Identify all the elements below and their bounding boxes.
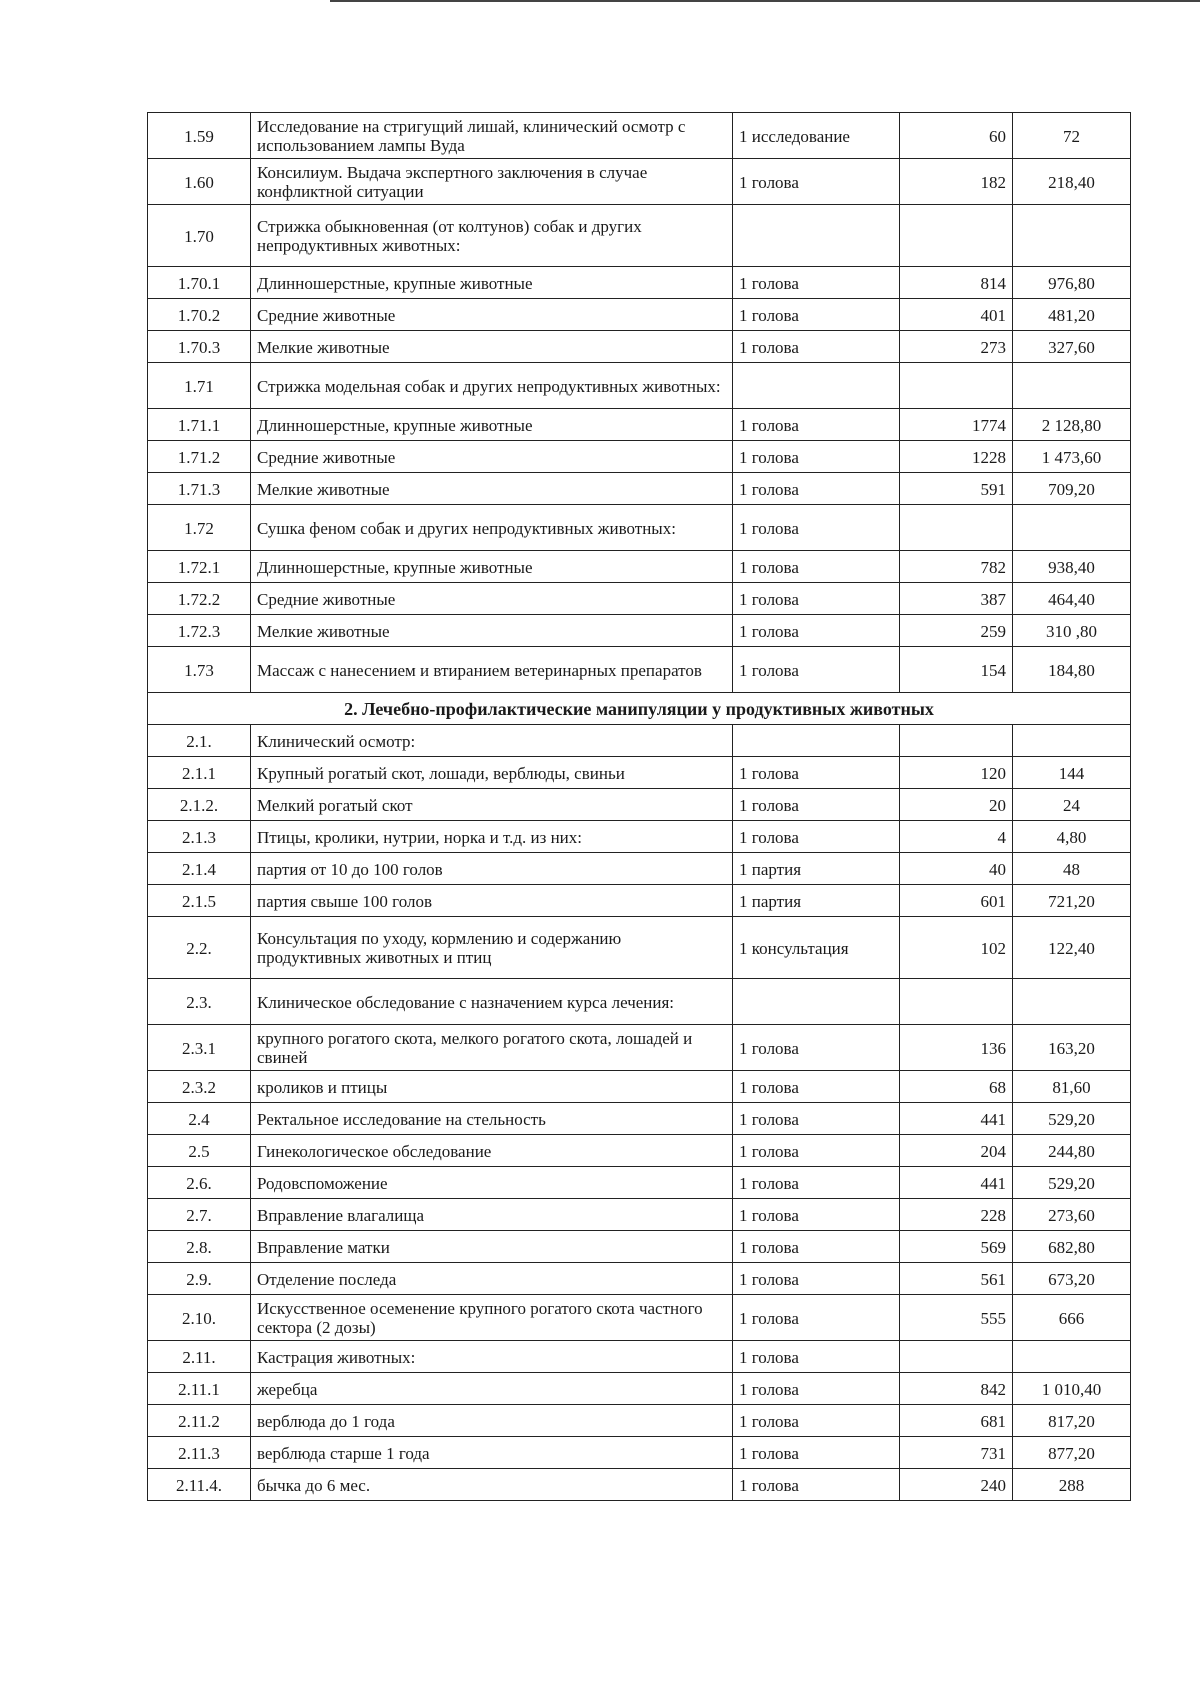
price-list-table bbox=[147, 112, 1131, 1501]
item-code: 2.3.2 bbox=[148, 1071, 251, 1103]
item-unit bbox=[733, 205, 900, 267]
price-base bbox=[900, 725, 1013, 757]
table-row bbox=[148, 1231, 1131, 1263]
item-unit: 1 голова bbox=[733, 583, 900, 615]
item-unit: 1 голова bbox=[733, 1373, 900, 1405]
price-base: 259 bbox=[900, 615, 1013, 647]
item-unit: 1 голова bbox=[733, 1071, 900, 1103]
item-name: Сушка феном собак и других непродуктивных животных: bbox=[251, 505, 733, 551]
table-row bbox=[148, 583, 1131, 615]
price-with-vat: 481,20 bbox=[1013, 299, 1131, 331]
price-base: 782 bbox=[900, 551, 1013, 583]
price-with-vat: 288 bbox=[1013, 1469, 1131, 1501]
item-code: 1.70.3 bbox=[148, 331, 251, 363]
item-unit: 1 партия bbox=[733, 885, 900, 917]
price-with-vat bbox=[1013, 1341, 1131, 1373]
price-base: 842 bbox=[900, 1373, 1013, 1405]
price-with-vat: 877,20 bbox=[1013, 1437, 1131, 1469]
price-base: 731 bbox=[900, 1437, 1013, 1469]
item-unit: 1 голова bbox=[733, 505, 900, 551]
item-name: Вправление матки bbox=[251, 1231, 733, 1263]
item-name: Стрижка модельная собак и других непродуктивных животных: bbox=[251, 363, 733, 409]
table-row bbox=[148, 1437, 1131, 1469]
price-base bbox=[900, 1341, 1013, 1373]
price-base: 120 bbox=[900, 757, 1013, 789]
item-unit: 1 голова bbox=[733, 1135, 900, 1167]
table-row bbox=[148, 1341, 1131, 1373]
price-with-vat: 4,80 bbox=[1013, 821, 1131, 853]
item-name: Гинекологическое обследование bbox=[251, 1135, 733, 1167]
item-unit: 1 голова bbox=[733, 1025, 900, 1071]
price-with-vat: 529,20 bbox=[1013, 1103, 1131, 1135]
price-base: 441 bbox=[900, 1103, 1013, 1135]
table-row bbox=[148, 1199, 1131, 1231]
price-base: 68 bbox=[900, 1071, 1013, 1103]
table-row bbox=[148, 757, 1131, 789]
item-code: 2.4 bbox=[148, 1103, 251, 1135]
table-row bbox=[148, 1405, 1131, 1437]
item-name: бычка до 6 мес. bbox=[251, 1469, 733, 1501]
table-body-companion-animals bbox=[148, 113, 1131, 693]
price-with-vat: 244,80 bbox=[1013, 1135, 1131, 1167]
table-row bbox=[148, 505, 1131, 551]
section-title: 2. Лечебно-профилактические манипуляции у продуктивных животных bbox=[148, 693, 1131, 725]
item-unit: 1 голова bbox=[733, 1469, 900, 1501]
item-code: 1.72.1 bbox=[148, 551, 251, 583]
table-row bbox=[148, 615, 1131, 647]
price-base: 4 bbox=[900, 821, 1013, 853]
price-base: 387 bbox=[900, 583, 1013, 615]
item-code: 1.71.3 bbox=[148, 473, 251, 505]
item-name: Птицы, кролики, нутрии, норка и т.д. из них: bbox=[251, 821, 733, 853]
item-name: Искусственное осеменение крупного рогатого скота частного сектора (2 дозы) bbox=[251, 1295, 733, 1341]
item-unit: 1 голова bbox=[733, 551, 900, 583]
item-code: 2.3. bbox=[148, 979, 251, 1025]
price-base bbox=[900, 505, 1013, 551]
price-base: 569 bbox=[900, 1231, 1013, 1263]
item-code: 1.70 bbox=[148, 205, 251, 267]
table-row bbox=[148, 551, 1131, 583]
item-name: партия свыше 100 голов bbox=[251, 885, 733, 917]
price-base: 154 bbox=[900, 647, 1013, 693]
item-code: 1.70.1 bbox=[148, 267, 251, 299]
item-name: крупного рогатого скота, мелкого рогатого скота, лошадей и свиней bbox=[251, 1025, 733, 1071]
item-unit: 1 консультация bbox=[733, 917, 900, 979]
item-name: Отделение последа bbox=[251, 1263, 733, 1295]
item-code: 2.8. bbox=[148, 1231, 251, 1263]
item-unit: 1 голова bbox=[733, 441, 900, 473]
table-row bbox=[148, 885, 1131, 917]
item-name: Консультация по уходу, кормлению и содержанию продуктивных животных и птиц bbox=[251, 917, 733, 979]
table-row bbox=[148, 267, 1131, 299]
item-code: 1.73 bbox=[148, 647, 251, 693]
price-with-vat: 48 bbox=[1013, 853, 1131, 885]
price-with-vat: 709,20 bbox=[1013, 473, 1131, 505]
price-with-vat bbox=[1013, 363, 1131, 409]
item-unit: 1 голова bbox=[733, 1437, 900, 1469]
price-with-vat: 273,60 bbox=[1013, 1199, 1131, 1231]
table-row bbox=[148, 331, 1131, 363]
section-header-group bbox=[148, 693, 1131, 725]
price-base bbox=[900, 363, 1013, 409]
item-name: Мелкие животные bbox=[251, 473, 733, 505]
item-unit: 1 партия bbox=[733, 853, 900, 885]
table-row bbox=[148, 1071, 1131, 1103]
table-row bbox=[148, 917, 1131, 979]
item-unit: 1 голова bbox=[733, 159, 900, 205]
item-code: 2.1. bbox=[148, 725, 251, 757]
item-unit: 1 голова bbox=[733, 647, 900, 693]
price-with-vat bbox=[1013, 979, 1131, 1025]
item-name: Средние животные bbox=[251, 441, 733, 473]
item-code: 2.3.1 bbox=[148, 1025, 251, 1071]
table-row bbox=[148, 409, 1131, 441]
item-code: 1.71 bbox=[148, 363, 251, 409]
item-name: жеребца bbox=[251, 1373, 733, 1405]
price-with-vat: 310 ,80 bbox=[1013, 615, 1131, 647]
table-row bbox=[148, 159, 1131, 205]
item-unit: 1 исследование bbox=[733, 113, 900, 159]
price-with-vat: 938,40 bbox=[1013, 551, 1131, 583]
item-unit bbox=[733, 363, 900, 409]
price-base: 601 bbox=[900, 885, 1013, 917]
table-row bbox=[148, 1469, 1131, 1501]
price-with-vat: 721,20 bbox=[1013, 885, 1131, 917]
price-with-vat: 81,60 bbox=[1013, 1071, 1131, 1103]
item-name: Средние животные bbox=[251, 299, 733, 331]
item-name: Длинношерстные, крупные животные bbox=[251, 409, 733, 441]
price-base: 102 bbox=[900, 917, 1013, 979]
item-name: Длинношерстные, крупные животные bbox=[251, 267, 733, 299]
item-name: Мелкие животные bbox=[251, 331, 733, 363]
item-name: Исследование на стригущий лишай, клинический осмотр с использованием лампы Вуда bbox=[251, 113, 733, 159]
item-name: Родовспоможение bbox=[251, 1167, 733, 1199]
price-with-vat: 2 128,80 bbox=[1013, 409, 1131, 441]
price-base: 20 bbox=[900, 789, 1013, 821]
item-code: 1.60 bbox=[148, 159, 251, 205]
item-code: 2.7. bbox=[148, 1199, 251, 1231]
item-code: 2.1.5 bbox=[148, 885, 251, 917]
item-name: Вправление влагалища bbox=[251, 1199, 733, 1231]
item-code: 2.5 bbox=[148, 1135, 251, 1167]
page-top-line bbox=[330, 0, 1200, 2]
item-name: Стрижка обыкновенная (от колтунов) собак и других непродуктивных животных: bbox=[251, 205, 733, 267]
item-code: 1.72.3 bbox=[148, 615, 251, 647]
item-unit: 1 голова bbox=[733, 1263, 900, 1295]
table-row bbox=[148, 821, 1131, 853]
item-name: Длинношерстные, крупные животные bbox=[251, 551, 733, 583]
price-with-vat bbox=[1013, 505, 1131, 551]
price-with-vat bbox=[1013, 205, 1131, 267]
price-with-vat: 682,80 bbox=[1013, 1231, 1131, 1263]
price-base: 240 bbox=[900, 1469, 1013, 1501]
item-code: 2.1.2. bbox=[148, 789, 251, 821]
item-unit bbox=[733, 725, 900, 757]
item-name: Кастрация животных: bbox=[251, 1341, 733, 1373]
price-with-vat: 976,80 bbox=[1013, 267, 1131, 299]
price-base: 182 bbox=[900, 159, 1013, 205]
price-with-vat: 673,20 bbox=[1013, 1263, 1131, 1295]
table-row bbox=[148, 441, 1131, 473]
item-unit: 1 голова bbox=[733, 1199, 900, 1231]
price-base: 273 bbox=[900, 331, 1013, 363]
item-unit: 1 голова bbox=[733, 1103, 900, 1135]
item-name: Крупный рогатый скот, лошади, верблюды, свиньи bbox=[251, 757, 733, 789]
price-with-vat: 666 bbox=[1013, 1295, 1131, 1341]
section-header-row bbox=[148, 693, 1131, 725]
item-name: Мелкие животные bbox=[251, 615, 733, 647]
price-base bbox=[900, 205, 1013, 267]
price-base: 441 bbox=[900, 1167, 1013, 1199]
item-name: Клинический осмотр: bbox=[251, 725, 733, 757]
table-row bbox=[148, 725, 1131, 757]
price-with-vat: 529,20 bbox=[1013, 1167, 1131, 1199]
item-unit: 1 голова bbox=[733, 1295, 900, 1341]
table-row bbox=[148, 1167, 1131, 1199]
item-code: 1.72 bbox=[148, 505, 251, 551]
table-row bbox=[148, 647, 1131, 693]
table-row bbox=[148, 363, 1131, 409]
table-row bbox=[148, 1103, 1131, 1135]
table-row bbox=[148, 789, 1131, 821]
item-code: 2.11.3 bbox=[148, 1437, 251, 1469]
item-name: верблюда старше 1 года bbox=[251, 1437, 733, 1469]
table-row bbox=[148, 1295, 1131, 1341]
item-code: 2.9. bbox=[148, 1263, 251, 1295]
table-row bbox=[148, 1025, 1131, 1071]
item-name: партия от 10 до 100 голов bbox=[251, 853, 733, 885]
item-name: Мелкий рогатый скот bbox=[251, 789, 733, 821]
item-code: 1.70.2 bbox=[148, 299, 251, 331]
price-with-vat: 1 473,60 bbox=[1013, 441, 1131, 473]
price-base: 1774 bbox=[900, 409, 1013, 441]
item-name: Ректальное исследование на стельность bbox=[251, 1103, 733, 1135]
item-unit: 1 голова bbox=[733, 331, 900, 363]
item-unit: 1 голова bbox=[733, 757, 900, 789]
table-row bbox=[148, 1373, 1131, 1405]
price-with-vat: 72 bbox=[1013, 113, 1131, 159]
price-with-vat: 144 bbox=[1013, 757, 1131, 789]
item-unit: 1 голова bbox=[733, 299, 900, 331]
item-unit: 1 голова bbox=[733, 821, 900, 853]
item-code: 1.72.2 bbox=[148, 583, 251, 615]
item-code: 2.6. bbox=[148, 1167, 251, 1199]
table-row bbox=[148, 205, 1131, 267]
price-base: 401 bbox=[900, 299, 1013, 331]
item-unit: 1 голова bbox=[733, 1231, 900, 1263]
item-unit: 1 голова bbox=[733, 409, 900, 441]
price-base: 681 bbox=[900, 1405, 1013, 1437]
price-base: 40 bbox=[900, 853, 1013, 885]
item-code: 1.59 bbox=[148, 113, 251, 159]
item-name: Средние животные bbox=[251, 583, 733, 615]
item-unit: 1 голова bbox=[733, 267, 900, 299]
table-row bbox=[148, 113, 1131, 159]
price-base: 204 bbox=[900, 1135, 1013, 1167]
item-code: 2.11. bbox=[148, 1341, 251, 1373]
item-unit: 1 голова bbox=[733, 789, 900, 821]
item-unit: 1 голова bbox=[733, 1341, 900, 1373]
item-code: 1.71.2 bbox=[148, 441, 251, 473]
price-base: 555 bbox=[900, 1295, 1013, 1341]
item-unit: 1 голова bbox=[733, 615, 900, 647]
price-base: 228 bbox=[900, 1199, 1013, 1231]
price-with-vat: 817,20 bbox=[1013, 1405, 1131, 1437]
price-base bbox=[900, 979, 1013, 1025]
item-name: Массаж с нанесением и втиранием ветеринарных препаратов bbox=[251, 647, 733, 693]
price-with-vat: 464,40 bbox=[1013, 583, 1131, 615]
item-code: 2.1.3 bbox=[148, 821, 251, 853]
item-code: 2.1.4 bbox=[148, 853, 251, 885]
item-unit: 1 голова bbox=[733, 1167, 900, 1199]
item-unit bbox=[733, 979, 900, 1025]
item-code: 2.2. bbox=[148, 917, 251, 979]
item-code: 1.71.1 bbox=[148, 409, 251, 441]
price-with-vat: 1 010,40 bbox=[1013, 1373, 1131, 1405]
item-code: 2.11.4. bbox=[148, 1469, 251, 1501]
price-with-vat bbox=[1013, 725, 1131, 757]
item-name: кроликов и птицы bbox=[251, 1071, 733, 1103]
item-code: 2.10. bbox=[148, 1295, 251, 1341]
price-base: 591 bbox=[900, 473, 1013, 505]
table-row bbox=[148, 1263, 1131, 1295]
item-unit: 1 голова bbox=[733, 473, 900, 505]
table-row bbox=[148, 979, 1131, 1025]
table-row bbox=[148, 1135, 1131, 1167]
table-row bbox=[148, 299, 1131, 331]
table-row bbox=[148, 473, 1131, 505]
price-with-vat: 122,40 bbox=[1013, 917, 1131, 979]
price-with-vat: 24 bbox=[1013, 789, 1131, 821]
table-body-productive-animals bbox=[148, 725, 1131, 1501]
item-name: Клиническое обследование с назначением курса лечения: bbox=[251, 979, 733, 1025]
item-unit: 1 голова bbox=[733, 1405, 900, 1437]
item-name: верблюда до 1 года bbox=[251, 1405, 733, 1437]
price-base: 1228 bbox=[900, 441, 1013, 473]
price-base: 814 bbox=[900, 267, 1013, 299]
item-code: 2.11.1 bbox=[148, 1373, 251, 1405]
price-with-vat: 327,60 bbox=[1013, 331, 1131, 363]
item-code: 2.1.1 bbox=[148, 757, 251, 789]
price-base: 60 bbox=[900, 113, 1013, 159]
price-with-vat: 163,20 bbox=[1013, 1025, 1131, 1071]
price-with-vat: 184,80 bbox=[1013, 647, 1131, 693]
price-with-vat: 218,40 bbox=[1013, 159, 1131, 205]
table-row bbox=[148, 853, 1131, 885]
item-code: 2.11.2 bbox=[148, 1405, 251, 1437]
item-name: Консилиум. Выдача экспертного заключения в случае конфликтной ситуации bbox=[251, 159, 733, 205]
price-base: 561 bbox=[900, 1263, 1013, 1295]
price-base: 136 bbox=[900, 1025, 1013, 1071]
